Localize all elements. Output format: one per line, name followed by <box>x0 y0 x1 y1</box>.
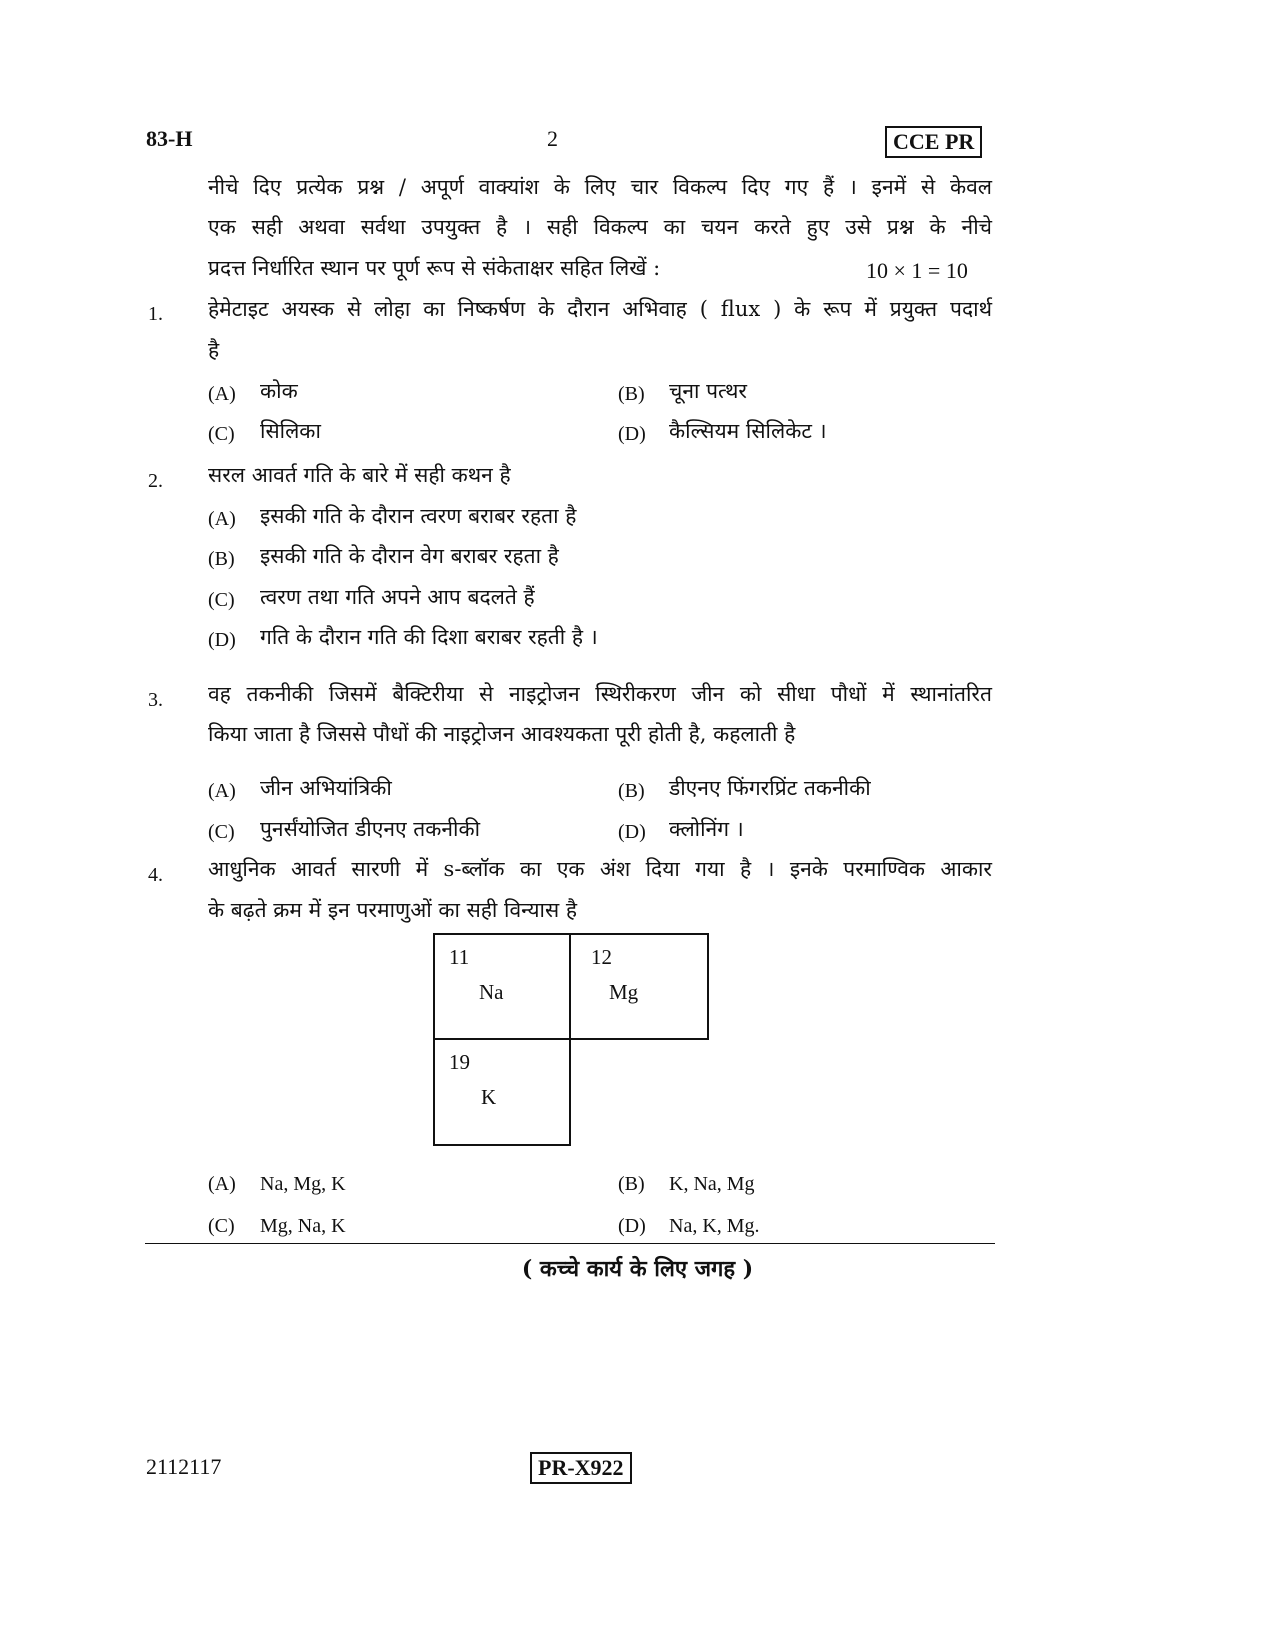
option-text: Mg, Na, K <box>260 1215 346 1237</box>
element-symbol: K <box>481 1085 497 1109</box>
atomic-number: 19 <box>449 1050 470 1074</box>
option-text: Na, K, Mg. <box>669 1215 760 1237</box>
question-text: सरल आवर्त गति के बारे में सही कथन है <box>208 463 511 487</box>
atomic-number: 12 <box>591 945 612 969</box>
question-number: 1. <box>148 303 163 325</box>
question-text: वह तकनीकी जिसमें बैक्टिरीया से नाइट्रोजन स्थिरीकरण जीन को सीधा पौधों में स्थानांतरित <box>208 682 992 706</box>
option-label: (D) <box>618 821 646 843</box>
option-label: (A) <box>208 1173 236 1195</box>
option-text: गति के दौरान गति की दिशा बराबर रहती है । <box>260 625 598 649</box>
footer-series-badge: PR-X922 <box>530 1452 632 1484</box>
option-label: (C) <box>208 821 235 843</box>
question-number: 4. <box>148 864 163 886</box>
question-text: है <box>208 338 220 362</box>
instruction-line-1: नीचे दिए प्रत्येक प्रश्न / अपूर्ण वाक्यांश के लिए चार विकल्प दिए गए हैं । इनमें से केवल <box>208 175 992 199</box>
element-cell-mg <box>569 933 709 1040</box>
page-number: 2 <box>547 126 558 151</box>
option-text: जीन अभियांत्रिकी <box>260 776 392 800</box>
rough-work-label: ( कच्चे कार्य के लिए जगह ) <box>521 1256 754 1282</box>
option-label: (D) <box>618 1215 646 1237</box>
question-text: किया जाता है जिससे पौधों की नाइट्रोजन आवश्यकता पूरी होती है, कहलाती है <box>208 722 796 746</box>
option-label: (D) <box>618 423 646 445</box>
footer-code: 2112117 <box>146 1454 222 1479</box>
option-text: कैल्सियम सिलिकेट । <box>669 419 827 443</box>
divider-line <box>145 1243 995 1244</box>
option-label: (A) <box>208 780 236 802</box>
series-badge: CCE PR <box>885 126 982 158</box>
question-number: 2. <box>148 470 163 492</box>
element-symbol: Na <box>479 980 504 1004</box>
option-label: (A) <box>208 508 236 530</box>
option-label: (C) <box>208 423 235 445</box>
option-label: (B) <box>208 548 235 570</box>
option-label: (B) <box>618 1173 645 1195</box>
option-text: चूना पत्थर <box>669 379 747 403</box>
element-cell-k <box>433 1038 571 1146</box>
option-text: इसकी गति के दौरान त्वरण बराबर रहता है <box>260 504 577 528</box>
question-text: हेमेटाइट अयस्क से लोहा का निष्कर्षण के दौरान अभिवाह ( flux ) के रूप में प्रयुक्त पदार्थ <box>208 297 992 321</box>
option-label: (C) <box>208 1215 235 1237</box>
option-label: (C) <box>208 589 235 611</box>
element-symbol: Mg <box>609 980 639 1004</box>
option-text: क्लोनिंग । <box>669 817 744 841</box>
option-text: सिलिका <box>260 419 321 443</box>
option-label: (A) <box>208 383 236 405</box>
option-text: इसकी गति के दौरान वेग बराबर रहता है <box>260 544 559 568</box>
option-text: पुनर्संयोजित डीएनए तकनीकी <box>260 817 481 841</box>
option-label: (B) <box>618 780 645 802</box>
question-number: 3. <box>148 689 163 711</box>
instruction-line-2: एक सही अथवा सर्वथा उपयुक्त है । सही विकल्प का चयन करते हुए उसे प्रश्न के नीचे <box>208 215 992 239</box>
question-text: के बढ़ते क्रम में इन परमाणुओं का सही विन्यास है <box>208 898 577 922</box>
question-text: आधुनिक आवर्त सारणी में s-ब्लॉक का एक अंश दिया गया है । इनके परमाण्विक आकार <box>208 857 992 881</box>
option-text: कोक <box>260 379 298 403</box>
option-label: (D) <box>208 629 236 651</box>
atomic-number: 11 <box>449 945 470 969</box>
option-text: डीएनए फिंगरप्रिंट तकनीकी <box>669 776 871 800</box>
instruction-line-3: प्रदत्त निर्धारित स्थान पर पूर्ण रूप से संकेताक्षर सहित लिखें : <box>208 256 661 280</box>
option-text: त्वरण तथा गति अपने आप बदलते हैं <box>260 585 535 609</box>
option-text: K, Na, Mg <box>669 1173 755 1195</box>
marks-scheme: 10 × 1 = 10 <box>866 258 968 283</box>
paper-code: 83-H <box>146 126 193 151</box>
option-text: Na, Mg, K <box>260 1173 346 1195</box>
element-cell-na <box>433 933 571 1040</box>
option-label: (B) <box>618 383 645 405</box>
